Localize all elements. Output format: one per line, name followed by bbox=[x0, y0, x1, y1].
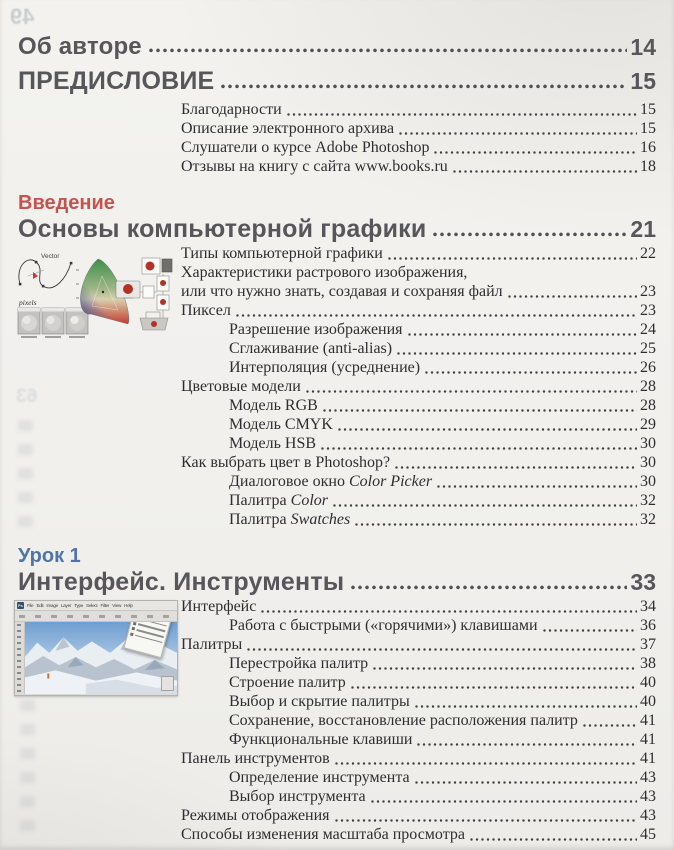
toc-entry-label: Отзывы на книгу с сайта www.books.ru bbox=[181, 158, 448, 175]
chapter-page-number: 14 bbox=[630, 34, 656, 60]
toc-entry-page-number: 28 bbox=[640, 378, 656, 395]
chapter-title: Основы компьютерной графики bbox=[18, 215, 427, 243]
toc-entry bbox=[18, 749, 656, 768]
toc-entry-page-number: 32 bbox=[640, 511, 656, 528]
toc-section bbox=[18, 66, 656, 176]
toc-entry bbox=[18, 472, 656, 491]
vector-label: Vector bbox=[41, 253, 60, 260]
toc-entry-label: Выбор инструмента bbox=[229, 788, 366, 805]
toc-entry-page-number: 22 bbox=[640, 245, 656, 262]
toc-section bbox=[18, 34, 656, 60]
toc-entry-page-number: 16 bbox=[640, 139, 656, 156]
chapter-page-number: 33 bbox=[630, 569, 656, 595]
dot-leader bbox=[338, 428, 637, 431]
toc-entry-page-number: 23 bbox=[640, 283, 656, 300]
toc-entry bbox=[18, 711, 656, 730]
toc-entry bbox=[18, 358, 656, 377]
toc-entry-label: Работа с быстрыми («горячими») клавишами bbox=[229, 617, 538, 634]
dot-leader bbox=[437, 485, 637, 488]
photoshop-menu-item: Type bbox=[74, 603, 84, 608]
toc-entry-page-number: 43 bbox=[640, 769, 656, 786]
photoshop-menu-item: Edit bbox=[36, 603, 44, 608]
toc-entry-label: Палитры bbox=[181, 636, 243, 653]
dot-leader bbox=[417, 743, 637, 746]
toc-entry-label: Модель HSB bbox=[229, 435, 317, 452]
dot-leader bbox=[306, 390, 637, 393]
photoshop-menu-item: View bbox=[112, 603, 122, 608]
toc-entry-page-number: 41 bbox=[640, 731, 656, 748]
toc-section bbox=[18, 192, 656, 529]
table-of-contents bbox=[18, 34, 656, 844]
toc-entry-page-number: 29 bbox=[640, 416, 656, 433]
ghost-page-number-top: 49 bbox=[10, 4, 35, 29]
toc-entry-label: Перестройка палитр bbox=[229, 655, 369, 672]
toc-entry-page-number: 41 bbox=[640, 712, 656, 729]
toc-entry-page-number: 38 bbox=[640, 655, 656, 672]
dot-leader bbox=[321, 447, 637, 450]
toc-entry-page-number: 37 bbox=[640, 636, 656, 653]
dot-leader bbox=[415, 781, 637, 784]
toc-entry bbox=[18, 825, 656, 844]
pixels-label: pixels bbox=[19, 298, 37, 307]
pixel-resolution-thumbnails bbox=[18, 308, 88, 338]
photoshop-menu-item: File bbox=[27, 603, 34, 608]
toc-entry bbox=[18, 100, 656, 119]
dot-leader bbox=[373, 667, 637, 670]
toc-entry-label: Сглаживание (anti-alias) bbox=[229, 340, 393, 357]
toc-entry-label: Модель CMYK bbox=[229, 416, 333, 433]
dot-leader bbox=[335, 762, 637, 765]
chapter-title: ПРЕДИСЛОВИЕ bbox=[18, 67, 215, 95]
toc-entry-page-number: 30 bbox=[640, 473, 656, 490]
toc-entry bbox=[18, 434, 656, 453]
intro-illustration bbox=[14, 248, 182, 346]
dot-leader bbox=[470, 838, 637, 841]
toc-entry-label: Типы компьютерной графики bbox=[181, 245, 383, 262]
dot-leader bbox=[351, 686, 637, 689]
toc-entry-page-number: 43 bbox=[640, 807, 656, 824]
toc-entry-page-number: 28 bbox=[640, 397, 656, 414]
chapter-heading bbox=[18, 567, 656, 597]
toc-entry bbox=[18, 415, 656, 434]
toc-entry-page-number: 30 bbox=[640, 454, 656, 471]
photoshop-zoom-box bbox=[161, 676, 174, 691]
toc-entry-page-number: 23 bbox=[640, 302, 656, 319]
ghost-page-number-mid: 63 bbox=[16, 386, 38, 407]
dot-leader bbox=[433, 232, 627, 237]
dot-leader bbox=[508, 295, 637, 298]
dot-leader bbox=[453, 170, 637, 173]
toc-entry-page-number: 15 bbox=[640, 101, 656, 118]
toc-entry bbox=[18, 377, 656, 396]
dot-leader bbox=[388, 257, 637, 260]
toc-entry-page-number: 15 bbox=[640, 120, 656, 137]
photoshop-logo: Ps bbox=[18, 603, 23, 608]
photoshop-menu-item: Filter bbox=[100, 603, 110, 608]
toc-entry-label: Сохранение, восстановление расположения палитр bbox=[229, 712, 578, 729]
toc-entry bbox=[18, 806, 656, 825]
toc-entry-label: Интерфейс bbox=[181, 598, 257, 615]
section-kicker: Урок 1 bbox=[18, 545, 81, 567]
dot-leader bbox=[355, 523, 637, 526]
photoshop-canvas-photo bbox=[25, 622, 177, 694]
chapter-title: Интерфейс. Инструменты bbox=[18, 568, 345, 596]
section-kicker: Введение bbox=[18, 192, 115, 214]
toc-entry bbox=[18, 157, 656, 176]
menu-row-icon bbox=[133, 622, 137, 625]
toc-entry-label: Слушатели о курсе Adobe Photoshop bbox=[181, 139, 430, 156]
chapter-heading bbox=[18, 214, 656, 244]
toc-entry-page-number: 40 bbox=[640, 693, 656, 710]
toc-entry-page-number: 24 bbox=[640, 321, 656, 338]
photoshop-menubar bbox=[15, 601, 177, 611]
toc-entry-page-number: 41 bbox=[640, 750, 656, 767]
toc-entry-label: Цветовые модели bbox=[181, 378, 301, 395]
dot-leader bbox=[333, 504, 637, 507]
dot-leader bbox=[543, 629, 638, 632]
toc-entry-label: Как выбрать цвет в Photoshop? bbox=[181, 454, 391, 471]
toc-entry-label: Интерполяция (усреднение) bbox=[229, 359, 421, 376]
dot-leader bbox=[221, 84, 627, 89]
toc-entry-page-number: 36 bbox=[640, 617, 656, 634]
toc-entry-label: Пиксел bbox=[181, 302, 231, 319]
photoshop-menu-item: Select bbox=[86, 603, 98, 608]
toc-entry-label: Диалоговое окно Color Picker bbox=[229, 473, 433, 490]
dot-leader bbox=[415, 705, 637, 708]
menu-row-icon bbox=[130, 632, 134, 636]
toc-entry-label: Благодарности bbox=[181, 101, 282, 118]
toc-entry bbox=[18, 787, 656, 806]
dot-leader bbox=[261, 610, 637, 613]
toc-entry-page-number: 18 bbox=[640, 158, 656, 175]
toc-entry-label: Разрешение изображения bbox=[229, 321, 403, 338]
dot-leader bbox=[434, 151, 637, 154]
chapter-heading bbox=[18, 66, 656, 96]
toc-entry-label: Режимы отображения bbox=[181, 807, 330, 824]
toc-entry-label: Палитра Swatches bbox=[229, 511, 351, 528]
toc-entry-page-number: 26 bbox=[640, 359, 656, 376]
toc-entry bbox=[18, 730, 656, 749]
toc-entry-label: Панель инструментов bbox=[181, 750, 330, 767]
toc-entry-page-number: 45 bbox=[640, 826, 656, 843]
toc-entry-list bbox=[18, 100, 656, 176]
toc-entry bbox=[18, 510, 656, 529]
photoshop-options-bar bbox=[15, 611, 177, 622]
photoshop-menu-item: Help bbox=[124, 603, 133, 608]
toc-entry bbox=[18, 768, 656, 787]
chapter-page-number: 15 bbox=[630, 68, 656, 94]
toc-entry bbox=[18, 453, 656, 472]
toc-entry-label: Описание электронного архива bbox=[181, 120, 395, 137]
vector-curve-illustration bbox=[19, 253, 73, 288]
dot-leader bbox=[236, 314, 637, 317]
toc-entry-page-number: 32 bbox=[640, 492, 656, 509]
photoshop-toolbar bbox=[15, 622, 25, 694]
toc-entry-page-number: 34 bbox=[640, 598, 656, 615]
chapter-page-number: 21 bbox=[630, 216, 656, 242]
dot-leader bbox=[425, 371, 637, 374]
toc-entry-label: Выбор и скрытие палитры bbox=[229, 693, 410, 710]
dot-leader bbox=[395, 466, 637, 469]
photoshop-screenshot-thumbnail bbox=[14, 600, 178, 696]
toc-entry-label: Определение инструмента bbox=[229, 769, 410, 786]
dot-leader bbox=[371, 800, 637, 803]
toc-entry-label: или что нужно знать, создавая и сохраняя файл bbox=[181, 283, 503, 300]
dot-leader bbox=[149, 48, 628, 53]
dot-leader bbox=[397, 352, 637, 355]
toc-entry bbox=[18, 396, 656, 415]
dot-leader bbox=[335, 819, 637, 822]
toc-entry bbox=[18, 138, 656, 157]
toc-entry-label: Характеристики растрового изображения, bbox=[181, 264, 468, 281]
toc-entry-label: Функциональные клавиши bbox=[229, 731, 413, 748]
dot-leader bbox=[583, 724, 637, 727]
toc-entry-page-number: 40 bbox=[640, 674, 656, 691]
toc-entry bbox=[18, 491, 656, 510]
toc-entry bbox=[18, 119, 656, 138]
dot-leader bbox=[351, 585, 627, 590]
dot-leader bbox=[323, 409, 637, 412]
dot-leader bbox=[287, 113, 637, 116]
toc-entry-label: Модель RGB bbox=[229, 397, 318, 414]
toc-entry-page-number: 30 bbox=[640, 435, 656, 452]
photoshop-menu-item: Layer bbox=[60, 603, 72, 608]
chapter-title: Об авторе bbox=[18, 33, 142, 60]
toc-entry-page-number: 43 bbox=[640, 788, 656, 805]
toc-entry-label: Строение палитр bbox=[229, 674, 346, 691]
toc-entry-page-number: 25 bbox=[640, 340, 656, 357]
dot-leader bbox=[247, 648, 637, 651]
menu-row-icon bbox=[131, 627, 135, 631]
dot-leader bbox=[399, 132, 637, 135]
chapter-heading bbox=[18, 34, 656, 60]
dot-leader bbox=[408, 333, 637, 336]
toc-entry-label: Палитра Color bbox=[229, 492, 328, 509]
toc-entry-label: Способы изменения масштаба просмотра bbox=[181, 826, 465, 843]
photoshop-menu-item: Image bbox=[46, 603, 58, 608]
